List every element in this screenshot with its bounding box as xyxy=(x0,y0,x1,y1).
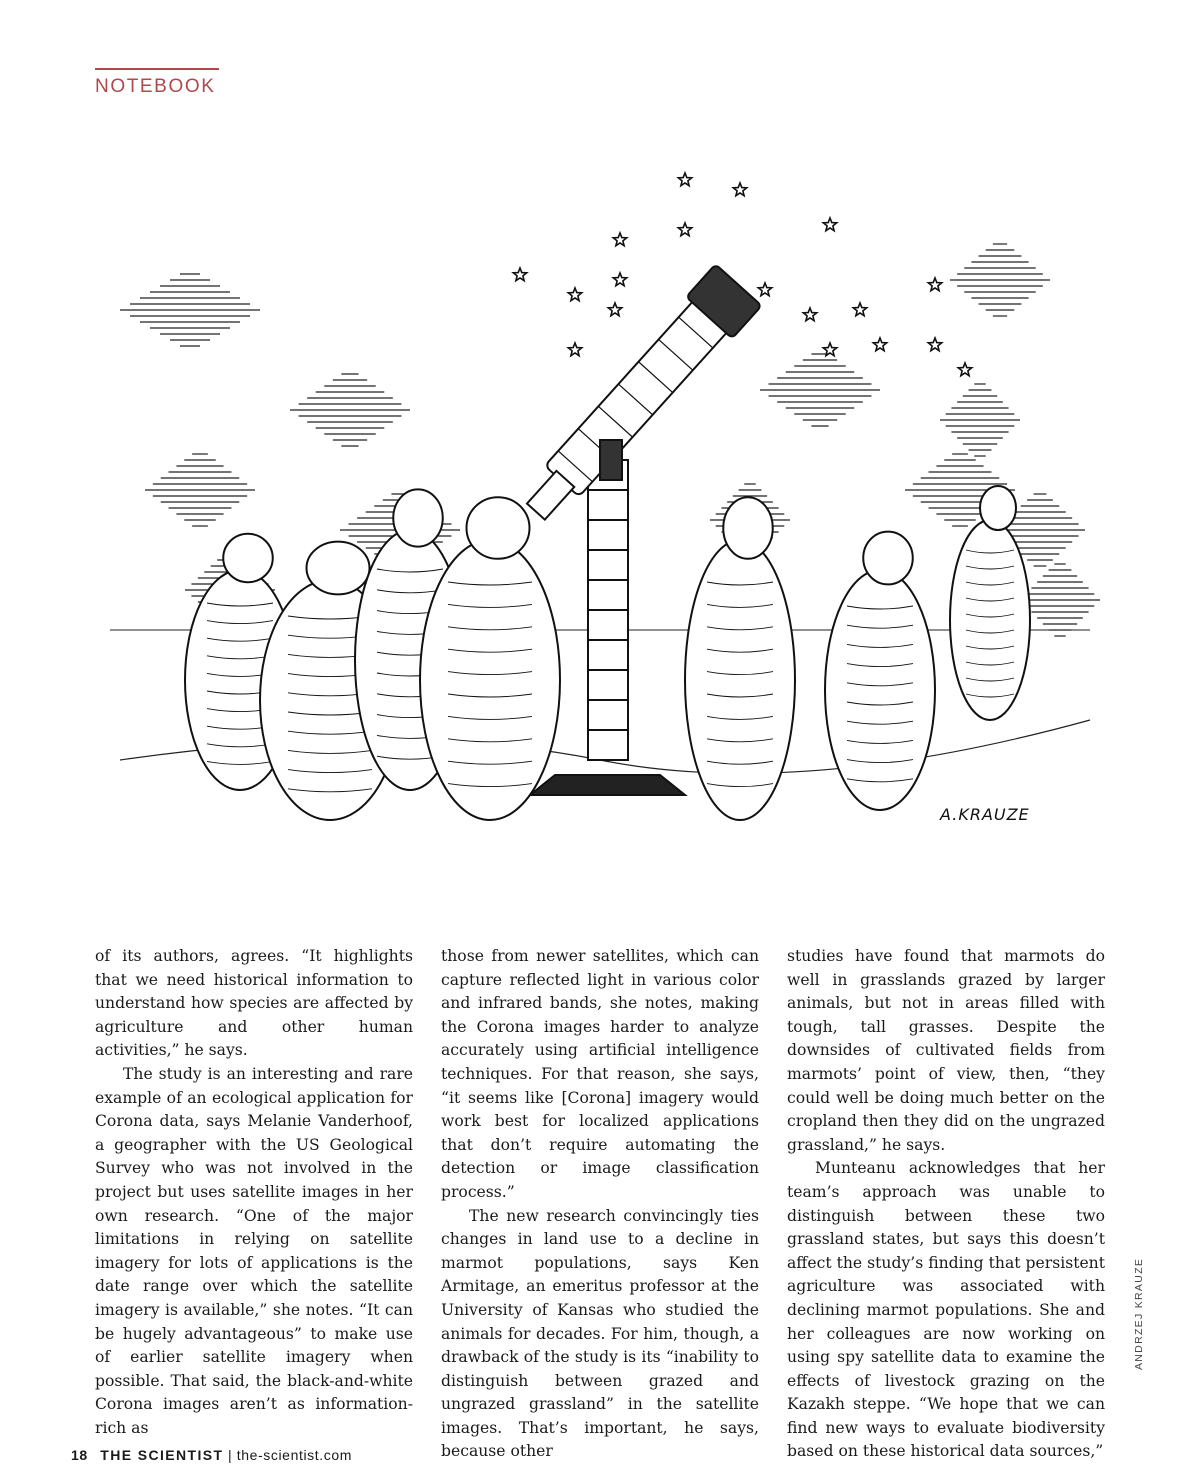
page-footer xyxy=(71,1447,352,1463)
column-1-paragraph-1: of its authors, agrees. “It highlights that we need historical information to understand how species are affected by agriculture and other human activities,” he says. xyxy=(95,947,413,1060)
footer-url[interactable]: the-scientist.com xyxy=(236,1447,352,1463)
footer-separator: | xyxy=(228,1447,233,1463)
column-2-paragraph-1: those from newer satellites, which can capture reflected light in various color and infrared bands, she notes, making the Corona images harder to analyze accurately using artificial intelligence techniques. For that reason, she says, “it seems like [Corona] imagery would work best for localized applications that don’t require automating the detection or image classification process.” xyxy=(441,947,759,1201)
page-number: 18 xyxy=(71,1447,88,1463)
column-2-paragraph-2: The new research convincingly ties changes in land use to a decline in marmot populations, says Ken Armitage, an emeritus professor at the University of Kansas who studied the animals for decades. For him, though, a drawback of the study is its “inability to distinguish between grazed and ungrazed grassland” in the satellite images. That’s important, he says, because other xyxy=(441,1206,759,1461)
column-3 xyxy=(787,945,1105,1464)
column-3-paragraph-1: studies have found that marmots do well in grasslands grazed by larger animals, but not in areas filled with tough, tall grasses. Despite the downsides of cultivated fields from marmots’ point of view, then, “they could well be doing much better on the cropland then they did on the ungrazed grassland,” he says. xyxy=(787,947,1105,1154)
column-1-paragraph-2: The study is an interesting and rare example of an ecological application for Corona data, says Melanie Vanderhoof, a geographer with the US Geological Survey who was not involved in the project but uses satellite images in her own research. “One of the major limitations in relying on satellite imagery for lots of applications is the date range over which the satellite imagery is available,” she notes. “It can be hugely advantageous” to make use of earlier satellite imagery when possible. That said, the black-and-white Corona images aren’t as information-rich as xyxy=(95,1064,413,1437)
illustration-signature: A.KRAUZE xyxy=(940,805,1030,824)
illustration-credit: ANDRZEJ KRAUZE xyxy=(1133,1257,1145,1370)
column-3-paragraph-2: Munteanu acknowledges that her team’s approach was unable to distinguish between these two grassland states, but says this doesn’t affect the study’s finding that persistent agriculture was associated with declining marmot populations. She and her colleagues are now working on using spy satellite data to examine the effects of livestock grazing on the Kazakh steppe. “We hope that we can find new ways to evaluate biodiversity based on these historical data sources,” xyxy=(787,1159,1105,1461)
column-1 xyxy=(95,945,413,1440)
magazine-name: THE SCIENTIST xyxy=(100,1447,224,1463)
section-label: NOTEBOOK xyxy=(95,76,216,97)
section-rule xyxy=(95,68,219,70)
column-2 xyxy=(441,945,759,1464)
marmot-telescope-illustration xyxy=(100,160,1100,880)
